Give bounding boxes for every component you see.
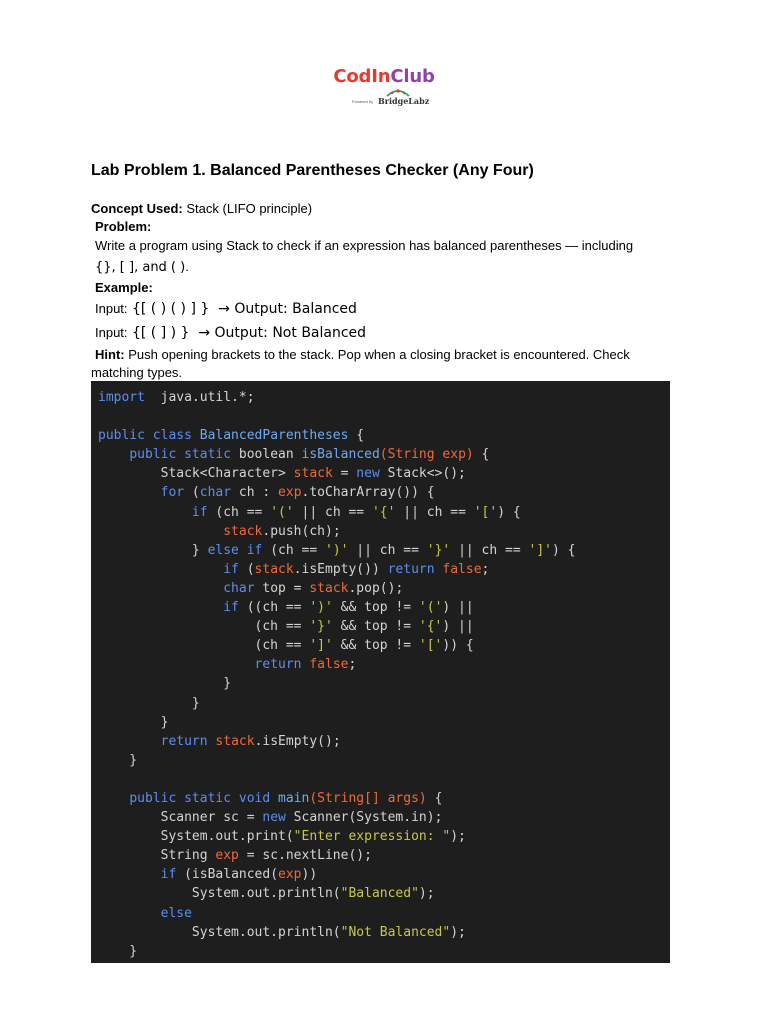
code-token: { [348, 428, 365, 444]
code-token: "Enter expression: " [293, 829, 451, 845]
code-line [98, 848, 372, 863]
code-token: exp [215, 848, 239, 864]
code-token: Stack<Character> [98, 466, 294, 482]
code-token: else [160, 905, 192, 921]
code-token: } [98, 714, 169, 730]
code-token: { [473, 447, 490, 463]
code-block [91, 381, 670, 963]
code-token: if [223, 600, 239, 616]
code-token: .pop(); [348, 580, 404, 596]
code-listing [91, 381, 670, 961]
code-line [98, 581, 403, 596]
example-2-output: → Output: Not Balanced [198, 325, 367, 341]
code-line [98, 600, 474, 615]
code-line [98, 524, 341, 539]
problem-text-line1: Write a program using Stack to check if an expression has balanced parentheses — including [95, 238, 634, 253]
logo-part-2: Club [390, 66, 435, 87]
code-token: new [262, 810, 286, 826]
code-token: && top != [332, 619, 419, 635]
code-token: '}' [426, 542, 451, 558]
codinclub-logo [0, 66, 768, 116]
code-token: System.out.println( [98, 886, 341, 902]
code-token [98, 657, 255, 672]
example-2: Input: {[ ( ] ) } → Output: Not Balanced [95, 325, 367, 341]
code-line [98, 810, 442, 825]
code-token: ); [450, 829, 466, 845]
code-token: System.out.print( [98, 829, 294, 845]
hint-line1: Hint: Push opening brackets to the stack. Pop when a closing bracket is encountered. Check [95, 347, 630, 362]
example-1-expression: {[ ( ) ( ) ] } [131, 301, 210, 317]
code-line [98, 925, 466, 940]
code-token [98, 447, 129, 462]
code-token: ch : [231, 485, 279, 501]
code-token: && top != [332, 638, 419, 654]
code-token: '[' [473, 504, 498, 520]
code-token: ']' [309, 638, 333, 654]
hint-label: Hint: [95, 347, 125, 362]
code-token [98, 485, 161, 500]
code-token: false [309, 657, 349, 673]
code-token: BalancedParentheses [199, 428, 349, 444]
code-token: || ch == [450, 542, 529, 558]
code-token: } [98, 752, 138, 768]
example-1: Input: {[ ( ) ( ) ] } → Output: Balanced [95, 301, 357, 317]
code-token: stack [309, 580, 349, 596]
code-token: boolean [238, 447, 302, 463]
code-line [98, 619, 474, 634]
code-token: ((ch == [238, 600, 310, 616]
code-token [98, 867, 161, 882]
code-token: stack [223, 523, 263, 539]
code-token: ']' [528, 542, 553, 558]
concept-label: Concept Used: [91, 201, 183, 216]
code-token: String [98, 848, 216, 864]
bracket-symbols: {}, [ ], and ( ) [95, 260, 186, 275]
code-token: public static [129, 447, 239, 463]
code-token: if [223, 561, 239, 577]
code-token: ) || [442, 619, 474, 635]
code-token: ); [418, 886, 435, 902]
code-token: '(' [418, 600, 443, 616]
code-token: } [98, 695, 200, 711]
concept-text: Stack (LIFO principle) [186, 201, 313, 216]
code-line [98, 696, 200, 711]
code-line [98, 390, 255, 405]
problem-label: Problem: [95, 219, 152, 234]
code-token: stack [215, 733, 255, 749]
code-token: { [426, 790, 443, 806]
code-token: "Not Balanced" [340, 924, 451, 940]
code-token: '[' [418, 638, 443, 654]
code-token: stack [293, 466, 333, 482]
code-token: } [98, 542, 208, 558]
code-token: exp [278, 485, 302, 501]
code-token: System.out.println( [98, 924, 341, 940]
code-token [98, 562, 223, 577]
code-token: (isBalanced( [176, 867, 279, 883]
code-line [98, 886, 435, 901]
example-label: Example: [95, 280, 153, 295]
code-token: "Balanced" [340, 886, 419, 902]
code-line [98, 715, 168, 730]
code-token: exp [278, 867, 302, 883]
code-line [98, 428, 364, 443]
code-line [98, 734, 341, 749]
code-line [98, 447, 489, 462]
code-line [98, 753, 137, 768]
code-token: main [278, 790, 310, 806]
code-token [98, 505, 192, 520]
partner-name: BridgeLabz [378, 96, 430, 106]
code-token: ) || [442, 600, 474, 616]
code-token: ; [481, 561, 490, 577]
code-token: } [98, 943, 138, 959]
code-token: ( [184, 485, 200, 501]
code-token: return [254, 657, 302, 673]
code-token: if [191, 504, 208, 520]
problem-text-line2: {}, [ ], and ( ). [95, 259, 189, 275]
concept-line [91, 201, 312, 216]
code-line [98, 829, 466, 844]
code-token: (ch == [98, 638, 310, 654]
code-token: } [98, 676, 232, 692]
code-token: (ch == [262, 542, 325, 558]
code-line [98, 676, 231, 691]
code-token: = sc.nextLine(); [238, 848, 372, 864]
code-line [98, 485, 435, 500]
code-token: if [160, 867, 177, 883]
code-line [98, 562, 489, 577]
code-token: top = [254, 580, 310, 596]
code-token: .toCharArray()) { [301, 485, 435, 501]
code-token: isBalanced [301, 447, 380, 463]
code-token: java.util.*; [144, 390, 255, 405]
example-1-output: → Output: Balanced [218, 301, 357, 317]
code-token: ')' [325, 542, 349, 558]
code-token: )) { [442, 638, 474, 654]
code-token: && top != [332, 600, 419, 616]
code-line [98, 505, 521, 520]
code-token: public class [98, 428, 200, 444]
code-line [98, 944, 137, 959]
code-token: (ch == [98, 619, 310, 635]
code-token: ; [348, 657, 357, 673]
code-token: (String exp) [379, 447, 474, 463]
code-token: new [356, 466, 380, 482]
code-token: (ch == [207, 504, 271, 520]
code-token: false [442, 561, 482, 577]
logo-wordmark [0, 66, 768, 87]
code-token [98, 906, 161, 921]
code-token: else if [207, 542, 263, 558]
page-title: Lab Problem 1. Balanced Parentheses Checker (Any Four) [91, 162, 534, 179]
code-token: '{' [418, 619, 443, 635]
powered-by-label: Powered by [352, 99, 374, 104]
code-token: ); [450, 924, 466, 940]
code-line [98, 791, 442, 806]
code-token: import [98, 390, 145, 405]
code-token: || ch == [395, 504, 474, 520]
example-2-expression: {[ ( ] ) } [131, 325, 190, 341]
code-token: '}' [309, 619, 333, 635]
code-token: (String[] args) [309, 790, 427, 806]
code-line [98, 543, 576, 558]
code-line [98, 638, 474, 653]
code-token: ) { [497, 504, 521, 520]
code-token: public static void [129, 790, 279, 806]
code-token: char [223, 580, 255, 596]
hint-line2: matching types. [91, 365, 183, 380]
code-token: return [387, 561, 435, 577]
code-line [98, 867, 317, 882]
code-token: .isEmpty()) [293, 561, 388, 577]
code-token: ')' [309, 600, 333, 616]
code-token: '(' [270, 504, 294, 520]
code-token: = [332, 466, 357, 482]
code-token: '{' [371, 504, 396, 520]
code-token: || ch == [348, 542, 427, 558]
code-line [98, 657, 356, 672]
code-token: Scanner sc = [98, 810, 263, 826]
code-token: return [160, 733, 208, 749]
code-line [98, 906, 192, 921]
code-token: ( [238, 561, 255, 577]
code-token: for [160, 485, 185, 501]
code-token [98, 791, 129, 806]
code-token: stack [254, 561, 294, 577]
code-token: || ch == [293, 504, 372, 520]
code-token [98, 734, 161, 749]
code-token: char [199, 485, 232, 501]
code-line [98, 466, 466, 481]
code-token [98, 600, 223, 615]
code-token [98, 524, 223, 539]
code-token: ) { [552, 542, 576, 558]
code-token [98, 581, 223, 596]
logo-part-1: CodIn [333, 66, 391, 87]
code-token: .isEmpty(); [254, 733, 341, 749]
code-token: Stack<>(); [379, 466, 466, 482]
code-token: Scanner(System.in); [285, 810, 443, 826]
code-token: .push(ch); [262, 523, 341, 539]
code-token: )) [301, 867, 318, 883]
